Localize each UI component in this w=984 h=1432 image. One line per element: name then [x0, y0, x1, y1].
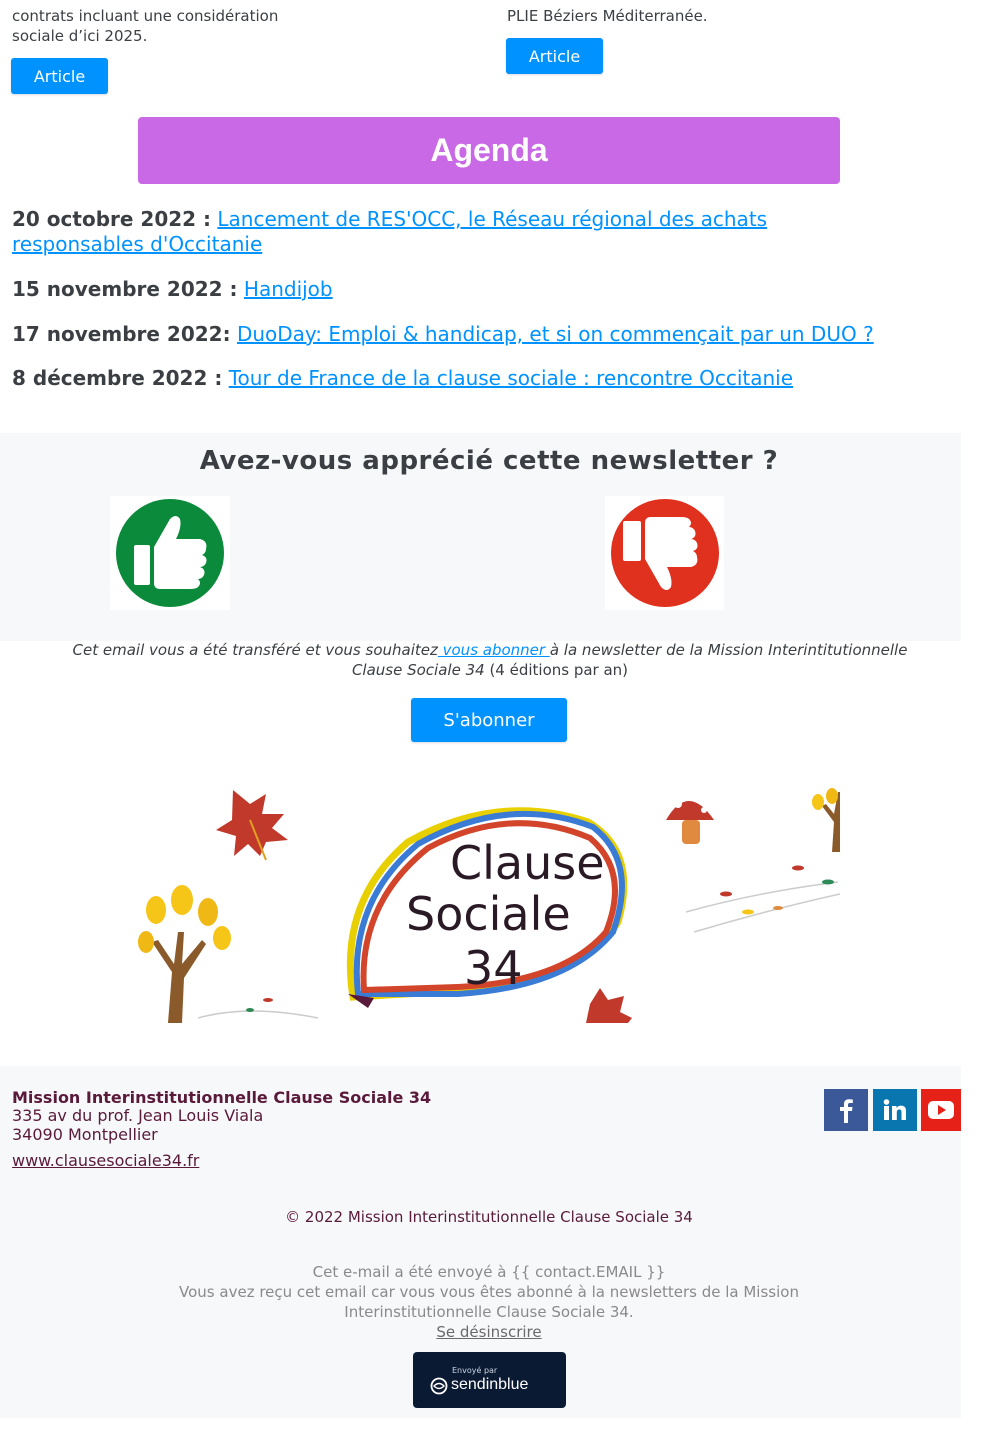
agenda-date: 8 décembre 2022 : — [12, 366, 223, 390]
subscribe-link[interactable]: vous abonner — [437, 641, 550, 659]
article-2-text: PLIE Béziers Méditerranée. — [507, 7, 708, 25]
thumbs-down-icon — [609, 497, 721, 609]
youtube-button[interactable] — [921, 1089, 961, 1131]
sendinblue-badge[interactable] — [413, 1352, 566, 1408]
footer-org-name: Mission Interinstitutionnelle Clause Sociale 34 — [12, 1088, 432, 1107]
article-1-button[interactable]: Article — [11, 58, 108, 94]
youtube-icon — [927, 1100, 955, 1120]
agenda-title: Agenda — [430, 132, 548, 168]
article-1-text: contrats incluant une considération sociale d’ici 2025. — [12, 7, 279, 45]
badge-brand: sendinblue — [451, 1376, 529, 1393]
logo-line-1: Clause — [450, 836, 605, 890]
clause-sociale-logo-banner — [138, 782, 840, 1023]
facebook-icon — [836, 1097, 856, 1123]
unsubscribe-link[interactable]: Se désinscrire — [436, 1323, 542, 1341]
agenda-item — [12, 366, 972, 391]
forward-text: Cet email vous a été transféré et vous souhaitez vous abonner à la newsletter de la Mission Interintitutionnelle Clause Sociale 34 (4 éditions par an) — [72, 641, 908, 679]
agenda-item — [12, 207, 912, 257]
linkedin-button[interactable] — [873, 1089, 917, 1131]
thumbs-up-icon — [114, 497, 226, 609]
feedback-title: Avez-vous apprécié cette newsletter ? — [199, 446, 779, 476]
linkedin-icon — [883, 1099, 907, 1121]
badge-caption: Envoyé par — [452, 1366, 498, 1375]
agenda-date: 20 octobre 2022 : — [12, 207, 212, 231]
logo-line-3: 34 — [464, 941, 523, 995]
agenda-item — [12, 277, 912, 302]
facebook-button[interactable] — [824, 1089, 868, 1131]
agenda-banner — [138, 117, 840, 184]
logo-line-2: Sociale — [406, 887, 571, 941]
agenda-date: 17 novembre 2022: — [12, 322, 231, 346]
subscribe-button[interactable]: S'abonner — [411, 698, 567, 742]
footer-address: 335 av du prof. Jean Louis Viala 34090 Montpellier — [12, 1106, 264, 1144]
footer-website-link[interactable]: www.clausesociale34.fr — [12, 1151, 200, 1170]
footer-legal: Cet e-mail a été envoyé à {{ contact.EMAIL }} Vous avez reçu cet email car vous vous êtes abonné à la newsletters de la Mission Interinstitutionnelle Clause Sociale 34. Se désinscrire — [179, 1263, 799, 1341]
agenda-link[interactable]: Handijob — [243, 277, 333, 301]
sendinblue-logo-icon — [430, 1377, 448, 1395]
agenda-item — [12, 322, 972, 347]
like-button[interactable] — [110, 496, 230, 610]
agenda-link[interactable]: DuoDay: Emploi & handicap, et si on commençait par un DUO ? — [236, 322, 874, 346]
footer-copyright: © 2022 Mission Interinstitutionnelle Clause Sociale 34 — [285, 1208, 693, 1226]
agenda-date: 15 novembre 2022 : — [12, 277, 238, 301]
article-2-button[interactable]: Article — [506, 38, 603, 74]
agenda-link[interactable]: Tour de France de la clause sociale : rencontre Occitanie — [228, 366, 794, 390]
autumn-logo-illustration — [138, 782, 840, 1023]
agenda-link[interactable]: Lancement de RES'OCC, le Réseau régional des achats responsables d'Occitanie — [12, 207, 768, 256]
dislike-button[interactable] — [605, 496, 724, 610]
